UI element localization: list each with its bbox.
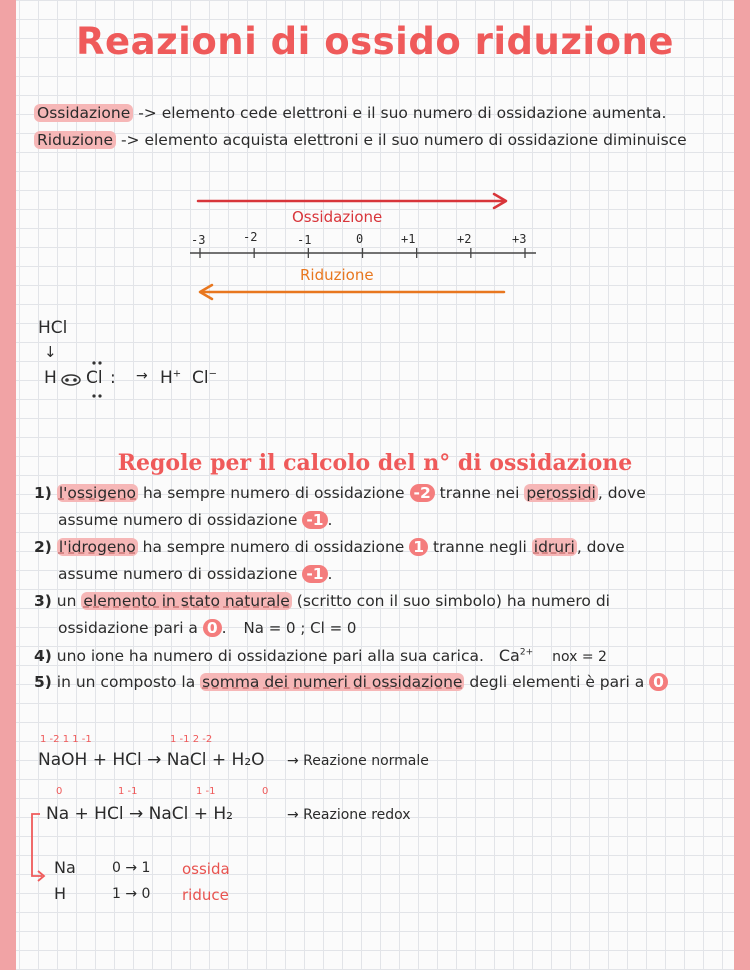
lewis-colon: : — [110, 368, 116, 388]
tick-label: -2 — [243, 230, 258, 244]
tick-label: +1 — [401, 232, 416, 246]
ionization-arrow: → — [136, 368, 148, 384]
normal-ox-left: 1 -2 1 1 -1 — [40, 734, 92, 745]
rule-3-continuation: ossidazione pari a 0 . Na = 0 ; Cl = 0 — [58, 619, 357, 637]
normal-ox-right: 1 -1 2 -2 — [170, 734, 213, 745]
redox-reaction-equation: Na + HCl → NaCl + H₂ — [46, 804, 233, 824]
oxidation-arrow-label: Ossidazione — [292, 208, 383, 226]
lewis-cl: Cl — [86, 368, 103, 388]
redox-bracket — [26, 808, 52, 888]
tick-label: -3 — [191, 233, 206, 247]
summary-change: 1 → 0 — [112, 886, 151, 902]
rule-2: 2) l'idrogeno ha sempre numero di ossidazione 1 tranne negli idruri , dove — [34, 538, 625, 556]
hydrogen-ion: H+ — [160, 368, 182, 388]
oxidation-definition — [34, 104, 666, 122]
reduction-text: -> elemento acquista elettroni e il suo numero di ossidazione diminuisce — [116, 131, 687, 149]
tick-label: +2 — [457, 232, 472, 246]
oxidation-text: -> elemento cede elettroni e il suo numero di ossidazione aumenta. — [133, 104, 667, 122]
rule-3: 3) un elemento in stato naturale (scritto con il suo simbolo) ha numero di — [34, 592, 610, 610]
rule-4-example-nox: nox = 2 — [552, 649, 607, 665]
rule-2-continuation: assume numero di ossidazione -1 . — [58, 565, 333, 583]
summary-verb: riduce — [182, 886, 229, 904]
rule-1-continuation: assume numero di ossidazione -1 . — [58, 511, 333, 529]
page-title: Reazioni di ossido riduzione — [76, 20, 674, 63]
rule-4-example-ion: $Ca^{2+}$ — [498, 646, 534, 665]
left-margin-band — [0, 0, 16, 970]
oxidation-arrow — [198, 194, 506, 208]
summary-element: H — [54, 884, 67, 903]
tick-label: +3 — [512, 232, 527, 246]
rule-3-example: Na = 0 ; Cl = 0 — [243, 619, 357, 637]
rule-4: 4) uno ione ha numero di ossidazione pari alla sua carica. $Ca^{2+}$ nox = 2 — [34, 646, 607, 665]
oxidation-number-line — [180, 188, 550, 304]
down-arrow: ↓ — [44, 343, 57, 361]
redox-ox-nacl: 1 -1 — [196, 786, 216, 797]
summary-element: Na — [54, 858, 76, 877]
tick-label: 0 — [356, 232, 364, 246]
tick-label: -1 — [297, 233, 312, 247]
reduction-arrow-label: Riduzione — [300, 266, 374, 284]
rule-1: 1) l'ossigeno ha sempre numero di ossidazione -2 tranne nei perossidi , dove — [34, 484, 646, 502]
redox-reaction-label: → Reazione redox — [287, 807, 411, 823]
chloride-ion: Cl− — [192, 368, 217, 388]
normal-reaction-equation: NaOH + HCl → NaCl + H₂O — [38, 750, 265, 770]
hcl-formula: HCl — [38, 318, 68, 338]
redox-ox-hcl: 1 -1 — [118, 786, 138, 797]
summary-verb: ossida — [182, 860, 230, 878]
normal-reaction-label: → Reazione normale — [287, 753, 429, 769]
reduction-term: Riduzione — [34, 131, 116, 149]
shared-electron-pair — [58, 372, 86, 388]
reduction-arrow — [200, 285, 504, 299]
redox-ox-h2: 0 — [262, 786, 269, 797]
rule-5: 5) in un composto la somma dei numeri di ossidazione degli elementi è pari a 0 — [34, 673, 668, 691]
oxidation-term: Ossidazione — [34, 104, 133, 122]
reduction-definition — [34, 131, 687, 149]
lone-pairs — [86, 360, 112, 400]
summary-change: 0 → 1 — [112, 860, 151, 876]
redox-ox-na: 0 — [56, 786, 63, 797]
right-margin-band — [734, 0, 750, 970]
lewis-h: H — [44, 368, 57, 388]
rules-title: Regole per il calcolo del n° di ossidazione — [117, 450, 633, 476]
